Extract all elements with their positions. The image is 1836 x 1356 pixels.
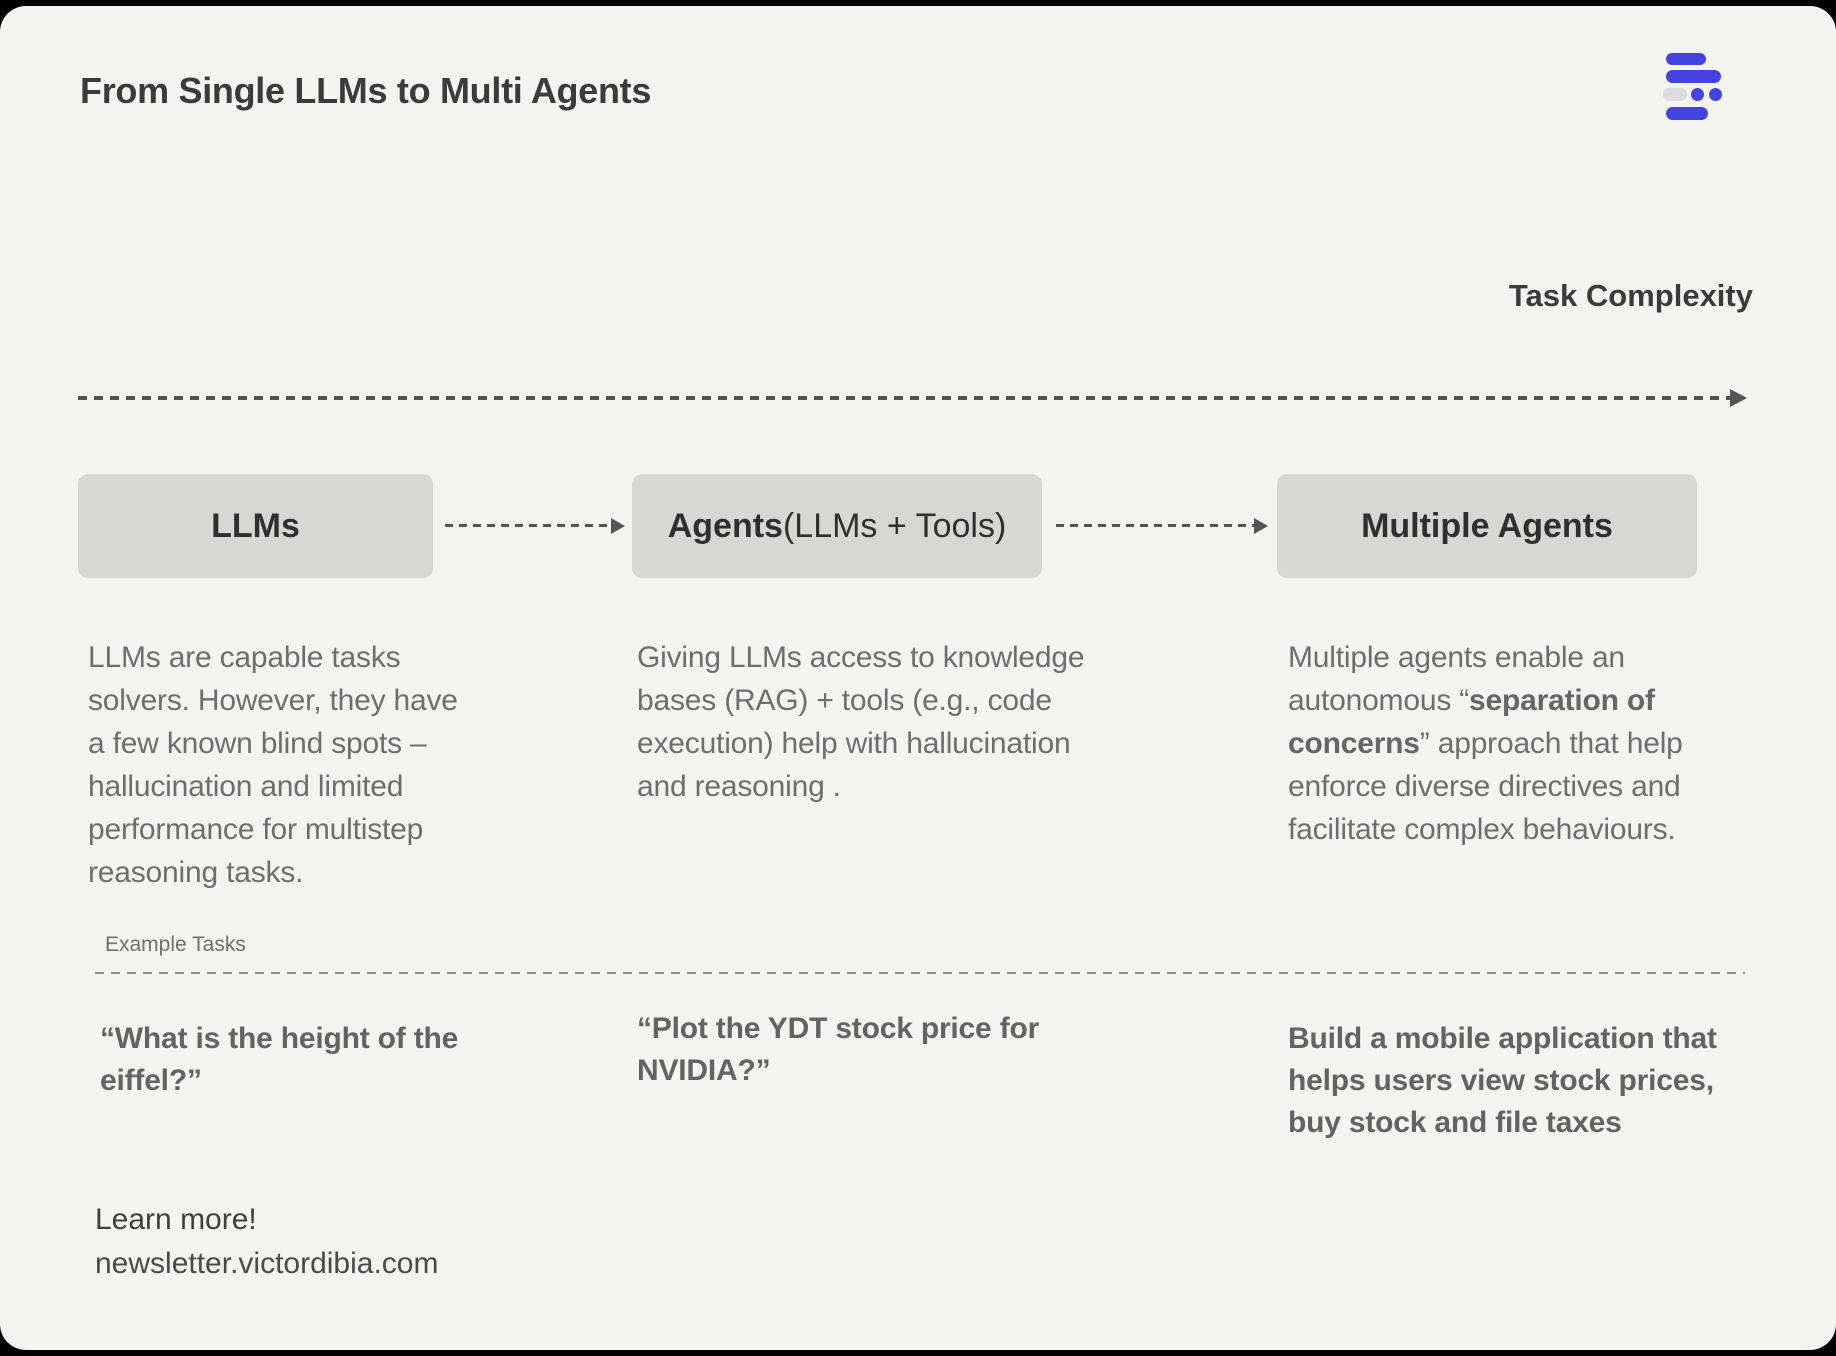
stage-box-agents-label: Agents [667, 506, 783, 545]
agents-description: Giving LLMs access to knowledge bases (RAG) + tools (e.g., code execution) help with hallucination and reasoning . [637, 641, 1085, 803]
logo-dot-icon [1691, 88, 1704, 101]
infographic-canvas [0, 6, 1836, 1350]
logo-bar-middle-icon [1666, 70, 1721, 83]
logo-bar-bottom-icon [1666, 107, 1708, 120]
arrow-right-icon [611, 518, 625, 534]
logo-bar-top-icon [1666, 53, 1706, 65]
learn-more-label: Learn more! [95, 1203, 257, 1236]
stage-box-agents [632, 474, 1042, 578]
connector-line-2 [1056, 524, 1254, 527]
arrow-right-icon [1254, 518, 1268, 534]
example-tasks-label: Example Tasks [105, 933, 246, 956]
stage-box-llms-label: LLMs [211, 506, 300, 545]
task-complexity-arrow-line [78, 396, 1730, 400]
llms-description: LLMs are capable tasks solvers. However, they have a few known blind spots – hallucination and limited performance for multistep reasoning tasks. [88, 641, 458, 889]
task-complexity-label: Task Complexity [1508, 278, 1753, 313]
logo-bar-gray-icon [1663, 88, 1687, 101]
page-title: From Single LLMs to Multi Agents [80, 70, 652, 111]
newsletter-link[interactable]: newsletter.victordibia.com [95, 1247, 439, 1280]
logo-dot-icon [1709, 88, 1722, 101]
multiple-agents-description-prefix: Multiple agents enable an autonomous “ [1288, 641, 1625, 717]
multiple-agents-description [1288, 636, 1768, 851]
multiple-agents-description-suffix: ” approach that help enforce diverse directives and facilitate complex behaviours. [1288, 727, 1683, 846]
llms-example-task: “What is the height of the eiffel?” [100, 1022, 459, 1097]
stage-box-llms [78, 474, 433, 578]
multiple-agents-description-bold: separation of concerns [1288, 684, 1655, 760]
agents-example-task: “Plot the YDT stock price for NVIDIA?” [637, 1012, 1040, 1087]
example-tasks-divider [95, 972, 1745, 974]
connector-line-1 [445, 524, 611, 527]
multiple-agents-example-task: Build a mobile application that helps users view stock prices, buy stock and file taxes [1288, 1022, 1717, 1139]
brand-logo-icon [1663, 53, 1731, 121]
stage-box-agents-label-rest: (LLMs + Tools) [782, 506, 1007, 545]
stage-box-multiple-agents-label: Multiple Agents [1361, 506, 1613, 545]
arrow-right-icon [1730, 389, 1747, 407]
stage-box-multiple-agents [1277, 474, 1697, 578]
